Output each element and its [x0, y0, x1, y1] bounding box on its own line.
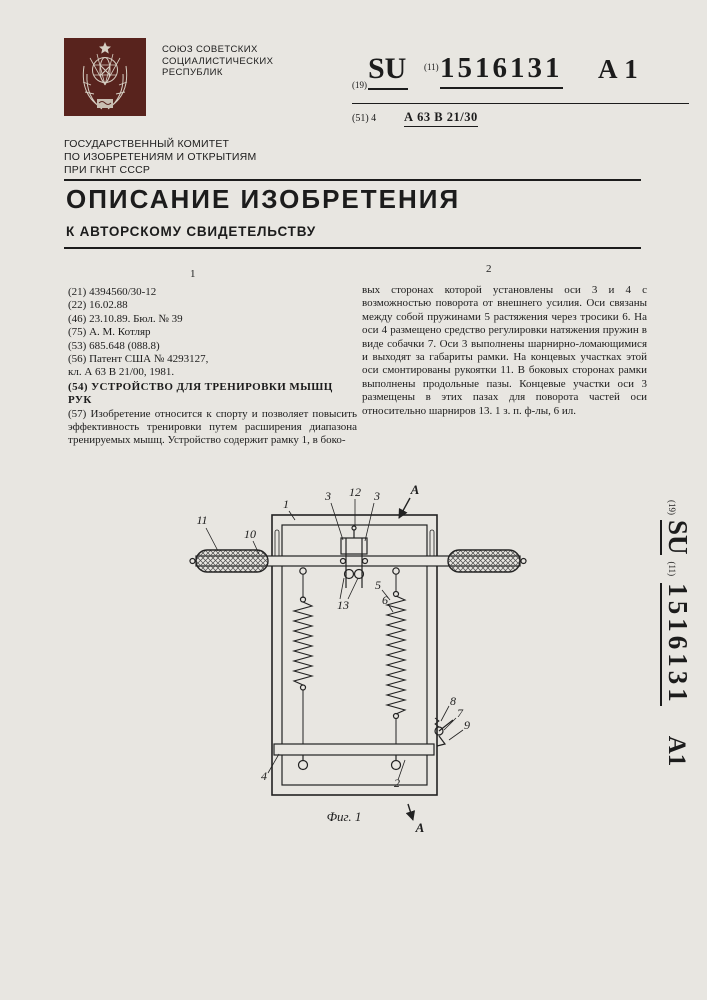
code-11: (11): [424, 62, 439, 72]
committee-line: ПРИ ГКНТ СССР: [64, 164, 151, 176]
committee-block: [64, 138, 256, 177]
edge-code-19: (19): [667, 500, 677, 515]
cable-eyelet-right: [393, 568, 399, 574]
pawl-hook: [437, 736, 445, 746]
abstract-left: (57) Изобретение относится к спорту и позволяет повысить эффективность тренировки путем расширения диапазона тренируемых мышц. Устройство содержит рамку 1, в боко-: [68, 407, 357, 447]
document-title: ОПИСАНИЕ ИЗОБРЕТЕНИЯ: [66, 184, 461, 214]
section-label-bottom: А: [415, 820, 425, 835]
callout-9: 9: [464, 718, 470, 732]
kind-code: А 1: [598, 54, 638, 84]
callout-10: 10: [244, 527, 256, 541]
handle-right-tip: [521, 559, 526, 564]
edge-code-11: (11): [667, 561, 677, 577]
edge-kind-code: А1: [663, 735, 690, 767]
spring-hook: [394, 714, 399, 719]
spring-left: [294, 602, 312, 685]
callout-3a: 3: [325, 489, 331, 503]
committee-line: ПО ИЗОБРЕТЕНИЯМ И ОТКРЫТИЯМ: [64, 151, 257, 163]
callout-12: 12: [349, 485, 361, 499]
pawl-lever: [439, 720, 453, 731]
bib-line: кл. А 63 В 21/00, 1981.: [68, 366, 175, 379]
bib-line: (22) 16.02.88: [68, 299, 128, 312]
union-name: [162, 44, 273, 79]
handle-left: [196, 550, 268, 572]
abstract-right: вых сторонах которой установлены оси 3 и 4 с возможностью поворота от внешнего усилия. Оси связаны между собой пружинами 5 растяжения через тросики 6. На оси 4 размещено средство регулировки натяжения пружин в виде собачки 7. Оси 3 выполнены шарнирно-ломающимися и выходят за габариты рамки. На концевых участках этой оси смонтированы рукоятки 11. В боковых сторонах рамки выполнены продольные пазы. Концевые участки оси 3 размещены в этих пазах для поворота частей оси относительно шарниров 13. 1 з. п. ф-лы, 6 ил.: [362, 284, 647, 417]
section-arrow-bottom: [408, 804, 413, 820]
star-icon: [99, 42, 111, 54]
callout-11: 11: [196, 513, 208, 527]
spring-hook: [301, 685, 306, 690]
eyebolt-right: [392, 761, 401, 770]
cable-eyelet-left: [300, 568, 306, 574]
callout-1: 1: [283, 497, 289, 511]
committee-line: ГОСУДАРСТВЕННЫЙ КОМИТЕТ: [64, 138, 230, 150]
edge-document-number: 1516131: [660, 583, 693, 706]
union-line: СОЮЗ СОВЕТСКИХ: [162, 44, 258, 55]
handle-left-tip: [190, 559, 195, 564]
bottom-axis: [274, 744, 434, 755]
callout-8: 8: [450, 694, 456, 708]
hinge-bracket: [341, 538, 367, 554]
column-marker-1: 1: [190, 268, 196, 280]
bib-line: (53) 685.648 (088.8): [68, 339, 160, 352]
document-subtitle: К АВТОРСКОМУ СВИДЕТЕЛЬСТВУ: [66, 224, 316, 239]
callout-5: 5: [375, 578, 381, 592]
eyebolt-left: [299, 761, 308, 770]
callout-4: 4: [261, 769, 267, 783]
edge-marking: [662, 500, 693, 766]
handle-right: [448, 550, 520, 572]
country-code: SU: [368, 52, 408, 90]
title-rule-top: [64, 179, 641, 181]
figure-caption: Фиг. 1: [326, 809, 362, 824]
class-code-label: (51) 4: [352, 113, 377, 124]
union-line: РЕСПУБЛИК: [162, 67, 223, 78]
spring-right: [387, 596, 405, 714]
callout-3b: 3: [374, 489, 380, 503]
bib-line: (46) 23.10.89. Бюл. № 39: [68, 312, 183, 325]
ratchet-teeth: [435, 718, 439, 727]
callout-2: 2: [394, 776, 400, 790]
callout-13: 13: [337, 598, 349, 612]
header-rule: [352, 103, 689, 104]
edge-country-code: SU: [660, 520, 693, 555]
callout-6: 6: [382, 593, 388, 607]
title-rule-bottom: [64, 247, 641, 249]
bib-line: (75) А. М. Котляр: [68, 326, 151, 339]
column-marker-2: 2: [486, 263, 492, 275]
callout-7: 7: [457, 706, 463, 720]
ussr-emblem: [64, 38, 146, 116]
spring-hook: [394, 592, 399, 597]
code-19: (19): [352, 80, 367, 90]
bib-line: (56) Патент США № 4293127,: [68, 353, 209, 366]
document-number: 1516131: [440, 52, 563, 89]
left-column: [68, 286, 357, 448]
invention-title: (54) УСТРОЙСТВО ДЛЯ ТРЕНИРОВКИ МЫШЦ РУК: [68, 380, 333, 407]
section-label-top: А: [410, 482, 420, 497]
ipc-classification: А 63 В 21/30: [404, 110, 478, 127]
figure-1: [158, 468, 558, 840]
bib-line: (21) 4394560/30-12: [68, 286, 157, 298]
union-line: СОЦИАЛИСТИЧЕСКИХ: [162, 55, 274, 67]
center-bolt-head: [352, 526, 356, 530]
